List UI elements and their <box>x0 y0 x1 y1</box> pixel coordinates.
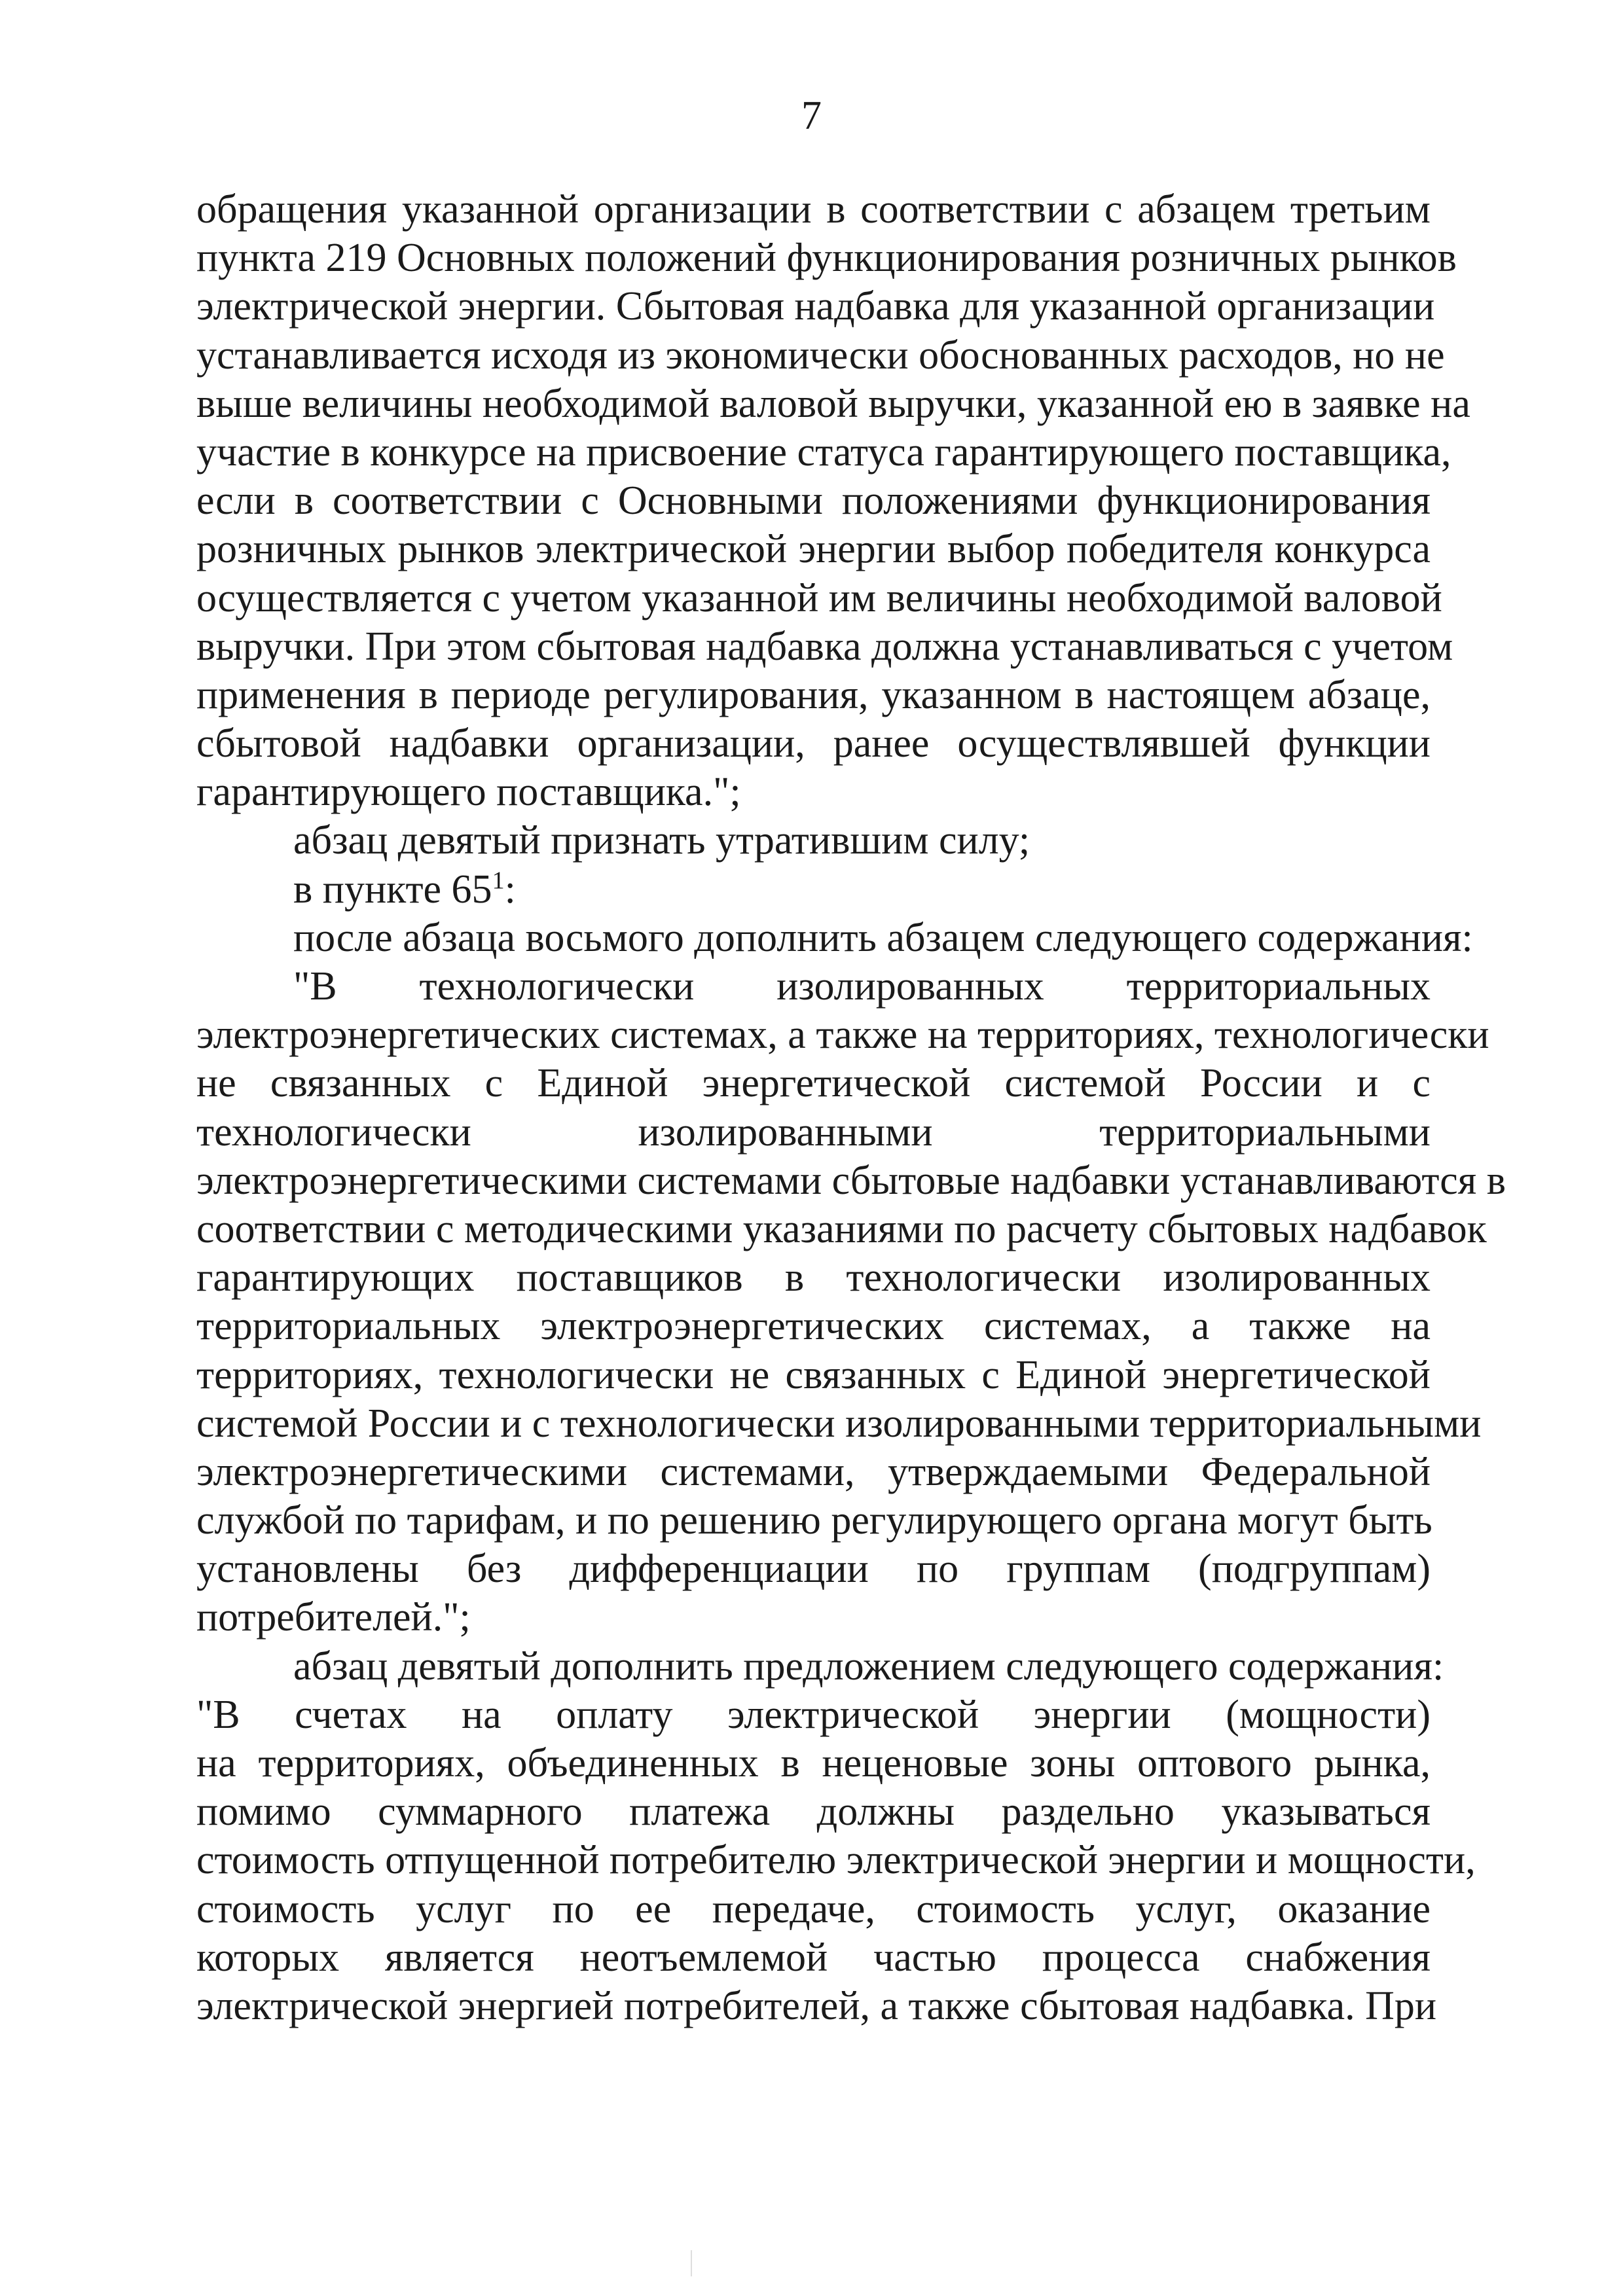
scan-artifact-mark <box>691 2250 692 2276</box>
text-line <box>196 185 1431 234</box>
text-line-content: абзац девятый признать утратившим силу; <box>293 818 1030 863</box>
text-line-suffix: : <box>504 867 516 912</box>
text-line <box>196 816 1431 865</box>
text-line <box>196 380 1470 428</box>
superscript: 1 <box>492 866 505 894</box>
text-line-content: выручки. При этом сбытовая надбавка должна устанавливаться с учетом <box>196 624 1453 669</box>
text-line-content: гарантирующих поставщиков в технологически изолированных <box>196 1255 1431 1300</box>
text-line-content: территориях, технологически не связанных с Единой энергетической <box>196 1352 1431 1397</box>
text-line-content: которых является неотъемлемой частью процесса снабжения <box>196 1935 1431 1980</box>
text-line <box>196 1642 1444 1691</box>
text-line <box>196 476 1431 525</box>
text-line-content: в пункте 65 <box>293 867 492 912</box>
text-line <box>196 622 1453 671</box>
text-line-content: устанавливается исходя из экономически обоснованных расходов, но не <box>196 332 1445 378</box>
text-line <box>196 1885 1431 1933</box>
text-line-content: электроэнергетическими системами, утверждаемыми Федеральной <box>196 1449 1431 1494</box>
text-line-content: технологически изолированными территориальными <box>196 1109 1431 1155</box>
text-line-content: обращения указанной организации в соответствии с абзацем третьим <box>196 187 1431 232</box>
text-line <box>196 1253 1431 1302</box>
text-line-content: стоимость отпущенной потребителю электрической энергии и мощности, <box>196 1838 1476 1883</box>
page-number: 7 <box>801 94 822 138</box>
text-line-content: абзац девятый дополнить предложением следующего содержания: <box>293 1643 1444 1689</box>
text-line-content: не связанных с Единой энергетической системой России и с <box>196 1061 1431 1106</box>
text-line <box>196 1787 1431 1836</box>
document-body <box>196 185 1506 2030</box>
text-line <box>196 1933 1431 1982</box>
text-line-content: "В технологически изолированных территориальных <box>293 964 1431 1009</box>
text-line-content: если в соответствии с Основными положениями функционирования <box>196 478 1431 524</box>
text-line-content: системой России и с технологически изолированными территориальными <box>196 1401 1482 1446</box>
text-line <box>196 671 1431 719</box>
text-line <box>196 234 1457 282</box>
text-line <box>196 1011 1489 1059</box>
text-line <box>196 525 1431 573</box>
text-line <box>196 428 1451 476</box>
text-line <box>196 1302 1431 1350</box>
text-line-content: сбытовой надбавки организации, ранее осуществлявшей функции <box>196 721 1431 766</box>
text-line-content: службой по тарифам, и по решению регулирующего органа могут быть <box>196 1498 1432 1543</box>
text-line-content: гарантирующего поставщика."; <box>196 770 741 815</box>
text-line <box>196 962 1431 1011</box>
text-line <box>196 1157 1506 1205</box>
text-line <box>196 1351 1431 1399</box>
text-line-content: установлены без дифференциации по группам (подгруппам) <box>196 1547 1431 1592</box>
text-line <box>196 1836 1476 1884</box>
text-line <box>196 1059 1431 1107</box>
text-line <box>196 768 1431 816</box>
text-line-content: стоимость услуг по ее передаче, стоимость услуг, оказание <box>196 1886 1431 1931</box>
text-line-content: электрической энергии. Сбытовая надбавка для указанной организации <box>196 284 1435 329</box>
text-line <box>196 1448 1431 1496</box>
text-line <box>196 1982 1437 2030</box>
text-line <box>196 719 1431 768</box>
text-line <box>196 574 1442 622</box>
text-line <box>196 865 1431 914</box>
text-line-content: "В счетах на оплату электрической энергии (мощности) <box>196 1692 1431 1737</box>
text-line <box>196 1545 1431 1593</box>
text-line <box>196 1691 1431 1739</box>
text-line <box>196 331 1445 380</box>
text-line-content: потребителей."; <box>196 1595 471 1640</box>
text-line <box>196 914 1473 962</box>
text-line <box>196 1593 1431 1641</box>
text-line <box>196 282 1435 331</box>
text-line-content: электрической энергией потребителей, а также сбытовая надбавка. При <box>196 1983 1437 2028</box>
text-line <box>196 1496 1431 1545</box>
text-line-content: соответствии с методическими указаниями по расчету сбытовых надбавок <box>196 1206 1487 1251</box>
text-line-content: электроэнергетических системах, а также на территориях, технологически <box>196 1013 1489 1058</box>
text-line-content: участие в конкурсе на присвоение статуса гарантирующего поставщика, <box>196 429 1451 475</box>
text-line <box>196 1205 1487 1253</box>
text-line <box>196 1108 1431 1157</box>
text-line-content: после абзаца восьмого дополнить абзацем следующего содержания: <box>293 915 1473 960</box>
text-line-content: помимо суммарного платежа должны раздельно указываться <box>196 1789 1431 1835</box>
text-line <box>196 1739 1431 1787</box>
text-line-content: выше величины необходимой валовой выручки, указанной ею в заявке на <box>196 381 1470 426</box>
text-line-content: территориальных электроэнергетических системах, а также на <box>196 1304 1431 1349</box>
text-line-content: на территориях, объединенных в неценовые зоны оптового рынка, <box>196 1741 1431 1785</box>
text-line-content: осуществляется с учетом указанной им величины необходимой валовой <box>196 575 1442 620</box>
text-line-content: применения в периоде регулирования, указанном в настоящем абзаце, <box>196 672 1431 717</box>
text-line-content: розничных рынков электрической энергии выбор победителя конкурса <box>196 527 1431 572</box>
text-line <box>196 1399 1482 1448</box>
text-line-content: электроэнергетическими системами сбытовые надбавки устанавливаются в <box>196 1158 1506 1203</box>
text-line-content: пункта 219 Основных положений функционирования розничных рынков <box>196 236 1457 281</box>
